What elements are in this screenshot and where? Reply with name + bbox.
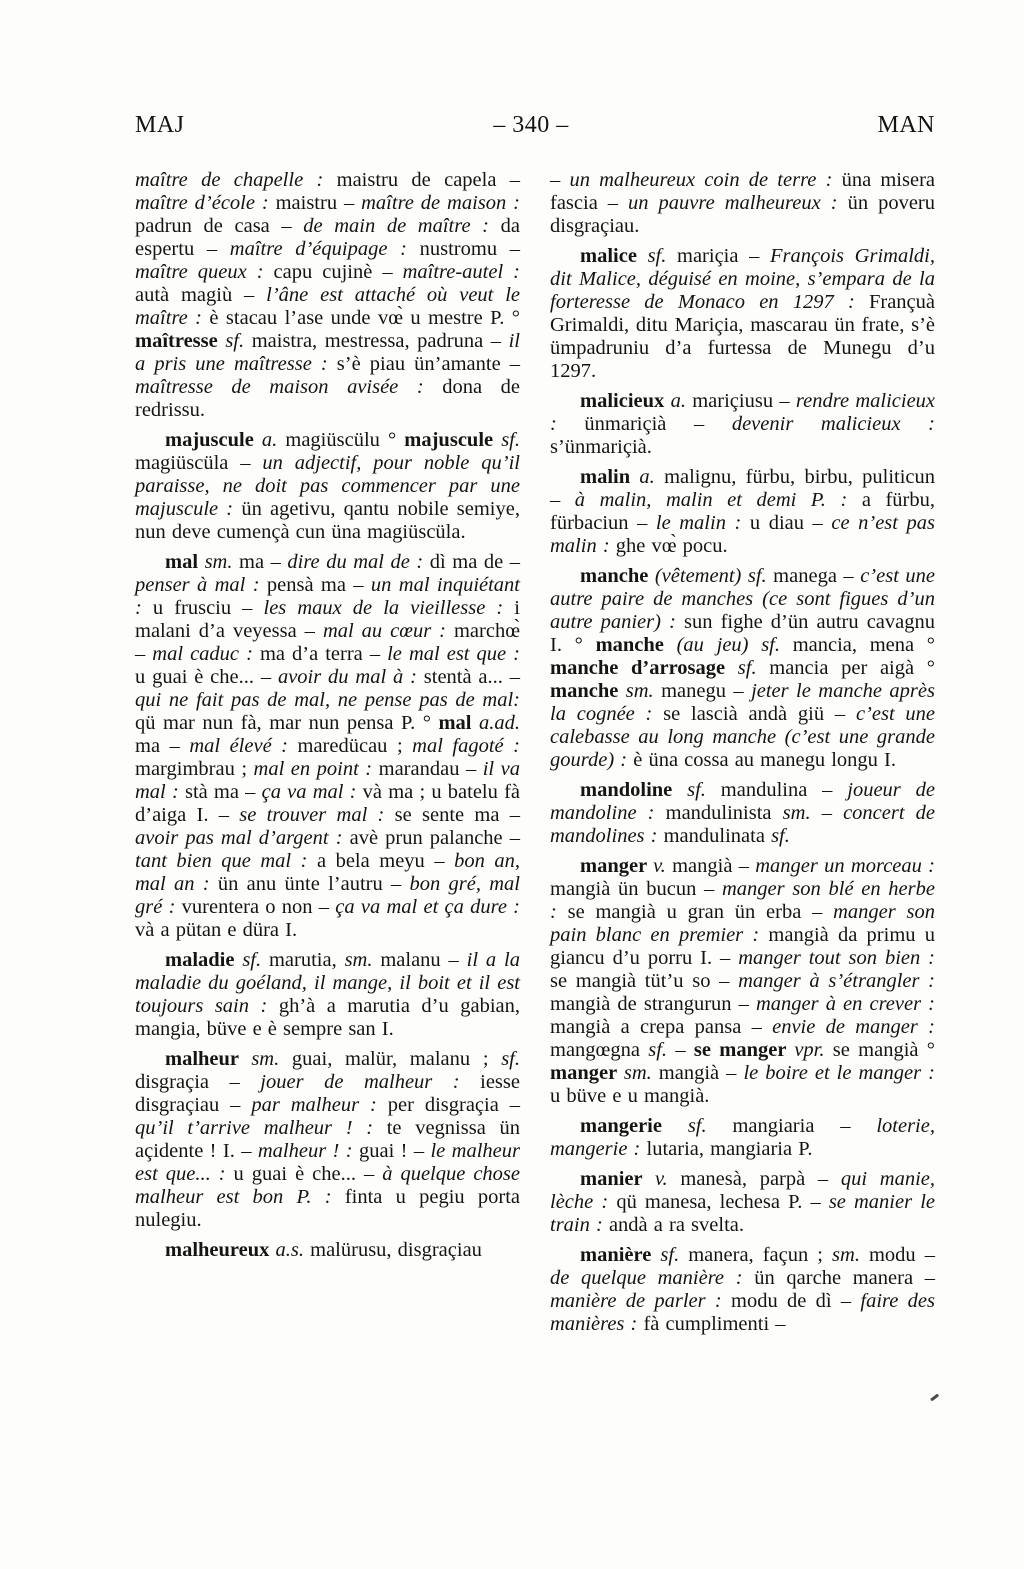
entry-text: bon an, mal an : [135, 850, 520, 895]
entry-text: il a pris une maîtresse : [135, 330, 520, 375]
entry-text: Françuà Grimaldi, ditu Mariçia, mascarau ün frate, s’è ümpadruniu d’a furtessa de Munegu d’u 1297. [550, 291, 935, 382]
entry-manier [550, 1168, 935, 1237]
entry-text: per disgraçia – [387, 1094, 520, 1116]
entry-text: devenir malicieux : [731, 413, 935, 435]
entry-text: ün anu ünte l’autru – [217, 873, 410, 895]
entry-text: mangià a crepa pansa – [550, 1016, 773, 1038]
entry-text: jouer de malheur : [260, 1071, 481, 1093]
entry-text: envie de manger : [772, 1016, 935, 1038]
entry-text: sm. [625, 680, 662, 702]
entry-text: – [675, 1039, 694, 1061]
entry-manche [550, 565, 935, 772]
column-left [135, 169, 520, 1343]
entry-text: vurentera o non – [181, 896, 336, 918]
entry-text: mangià – [672, 855, 756, 877]
entry-maladie [135, 949, 520, 1041]
entry-text: maîtresse de maison avisée : [135, 376, 443, 398]
entry-text: sf. [737, 657, 770, 679]
entry-text: qü mar nun fà, mar nun pensa P. ° [135, 712, 439, 734]
entry-text: qu’il t’arrive malheur ! : [135, 1117, 387, 1139]
entry-text: maistru de capela – [336, 169, 520, 191]
entry-text: mal fagoté : [412, 735, 520, 757]
entry-text: se trouver mal : [239, 804, 395, 826]
entry-text: sf. [501, 1048, 520, 1070]
entry-text: il va mal : [135, 758, 520, 803]
entry-text: malheur ! : [257, 1140, 359, 1162]
entry-text: nustromu – [419, 238, 520, 260]
headword: maladie [165, 949, 243, 971]
entry-text: sm. [344, 949, 381, 971]
entry-text: sf. [647, 245, 678, 267]
entry-text: vpr. [794, 1039, 833, 1061]
entry-text: bon gré, mal gré : [135, 873, 521, 918]
entry-text: il a la maladie du goéland, il mange, il boit et il est toujours sain : [135, 949, 520, 1017]
entry-text: u guai è che... – [135, 666, 278, 688]
entry-text: guai ! – [358, 1140, 431, 1162]
entry-text: manega – [773, 565, 861, 587]
entry-text: modu de dì – [731, 1290, 861, 1312]
headword: malicieux [580, 390, 671, 412]
entry-text: mancia, mena ° [792, 634, 936, 656]
entry-text: u frusciu – [152, 597, 264, 619]
entry-text: (au jeu) sf. [676, 634, 793, 656]
entry-text: le mal est que : [387, 643, 520, 665]
entry-text: le malheur est que... : [135, 1140, 520, 1185]
entry-maniere [550, 1244, 935, 1336]
entry-text: manera, façun ; [688, 1244, 833, 1266]
entry-text: a. [670, 390, 693, 412]
entry-text: rendre malicieux : [550, 390, 936, 435]
entry-text: te vegnissa ün açidente ! I. – [135, 1117, 520, 1162]
entry-text: maître de chapelle : [135, 169, 337, 191]
entry-text: à malin, malin et demi P. : [574, 489, 862, 511]
entry-text: autà magiù – [135, 284, 267, 306]
entry-text: sf. [687, 779, 721, 801]
entry-text: se manier le train : [550, 1191, 935, 1236]
entry-text: và ma ; u batelu fà d’aiga I. – [135, 781, 520, 826]
headword: manche [580, 565, 655, 587]
entry-text: v. [653, 855, 673, 877]
entry-text: ün agetivu, qantu nobile semiye, nun deve cumençà cun üna magiüscüla. [135, 498, 520, 543]
running-head-left: MAJ [135, 112, 185, 138]
entry-text: da espertu – [135, 215, 520, 260]
entry-text: fà cumplimenti – [643, 1313, 786, 1335]
entry-text: maître d’école : [135, 192, 276, 214]
entry-majuscule [135, 429, 520, 544]
entry-text: manger un morceau : [755, 855, 935, 877]
headword: majuscule [165, 429, 262, 451]
entry-text: malignu, fürbu, birbu, puliticun – [550, 466, 936, 511]
entry-text: ma d’a terra – [259, 643, 388, 665]
headword: manière [580, 1244, 661, 1266]
headword: manche [595, 634, 677, 656]
page-number: – 340 – [493, 112, 569, 138]
entry-text: mangià – [658, 1062, 744, 1084]
entry-text: manegu – [661, 680, 752, 702]
entry-text: concert de mandolines : [550, 802, 936, 847]
entry-text: joueur de mandoline : [550, 779, 935, 824]
entry-text: padrun de casa – [135, 215, 304, 237]
entry-text: sm. [782, 802, 822, 824]
entry-text: manesà, parpà – [680, 1168, 841, 1190]
entry-text: manière de parler : [550, 1290, 731, 1312]
entry-text: mangià ün bucun – [550, 878, 722, 900]
entry-text: maistra, mestressa, padruna – [251, 330, 509, 352]
headword: manche [550, 680, 626, 702]
entry-text: de quelque manière : [550, 1267, 755, 1289]
entry-text: sm. [204, 551, 240, 573]
entry-text: modu – [868, 1244, 935, 1266]
entry-malheur [135, 1048, 520, 1232]
entry-manger [550, 855, 935, 1108]
entry-text: malürusu, disgraçiau [310, 1239, 482, 1261]
entry-text: penser à mal : [135, 574, 267, 596]
entry-text: ün qarche manera – [754, 1267, 935, 1289]
entry-text: se mangià tüt’u so – [550, 970, 739, 992]
headword: mal [165, 551, 205, 573]
entry-text: marutia, [268, 949, 345, 971]
entry-text: maître d’équipage : [229, 238, 420, 260]
entry-text: le malin : [655, 512, 750, 534]
entry-text: guai, malür, malanu ; [291, 1048, 502, 1070]
entry-text: margimbrau ; [135, 758, 254, 780]
entry-text: mariçia – [677, 245, 771, 267]
headword: mal [438, 712, 479, 734]
entry-text: và a pütan e düra I. [135, 919, 298, 941]
entry-text: a bela meyu – [316, 850, 455, 872]
entry-text: mandulinata [663, 825, 772, 847]
entry-text: u büve e u mangià. [550, 1085, 710, 1107]
entry-text: avè prun palanche – [349, 827, 520, 849]
entry-text: sm. [623, 1062, 659, 1084]
entry-text: un malheureux coin de terre : [569, 169, 842, 191]
entry-malin [550, 466, 935, 558]
dictionary-body [135, 169, 935, 1343]
entry-text: ce n’est pas malin : [550, 512, 935, 557]
entry-text: François Grimaldi, dit Malice, déguisé en moine, s’empara de la forteresse de Monaco en 1297 : [550, 245, 935, 313]
entry-text: se lascià andà giü – [663, 703, 856, 725]
headword: maîtresse [135, 330, 226, 352]
entry-text: maître-autel : [402, 261, 520, 283]
entry-text: maredücau ; [297, 735, 413, 757]
entry-text: dì ma de – [429, 551, 520, 573]
entry-text: stentà a... – [423, 666, 520, 688]
entry-text: ghe vœ̀ pocu. [615, 535, 728, 557]
entry-text: u diau – [749, 512, 832, 534]
entry-text: se mangià u gran ün erba – [567, 901, 834, 923]
entry-text: sm. [832, 1244, 869, 1266]
running-head-right: MAN [877, 112, 935, 138]
entry-text: u guai è che... – [233, 1163, 383, 1185]
entry-text: finta u pegiu porta nulegiu. [135, 1186, 520, 1231]
headword: manche d’arrosage [550, 657, 738, 679]
entry-text: mal au cœur : [322, 620, 454, 642]
page-header [135, 112, 935, 139]
entry-text: sf. [501, 429, 521, 451]
entry-text: a. [639, 466, 665, 488]
entry-text: un adjectif, pour noble qu’il paraisse, ne doit pas commencer par une majuscule : [135, 452, 520, 520]
entry-text: mangià de strangurun – [550, 993, 756, 1015]
entry-text: dire du mal de : [287, 551, 430, 573]
entry-text: s’è piau ün’amante – [336, 353, 520, 375]
entry-text: disgraçia – [135, 1071, 261, 1093]
entry-text: qui manie, lèche : [550, 1168, 936, 1213]
entry-text: c’est une calebasse au long manche (c’est une grande gourde) : [550, 703, 936, 771]
entry-text: manger à s’étrangler : [738, 970, 935, 992]
headword: manger [580, 855, 654, 877]
headword: malin [580, 466, 640, 488]
entry-text: un mal inquiétant : [135, 574, 521, 619]
entry-text: i malani d’a veyessa – [135, 597, 520, 642]
entry-text: sf. [687, 1115, 733, 1137]
entry-text: avoir pas mal d’argent : [135, 827, 350, 849]
entry-text: mal caduc : [152, 643, 260, 665]
entry-text: ma – [239, 551, 288, 573]
headword: mangerie [580, 1115, 688, 1137]
headword: mandoline [580, 779, 688, 801]
entry-text: – [550, 169, 570, 191]
entry-text: se mangià ° [832, 1039, 935, 1061]
entry-text: de main de maître : [303, 215, 501, 237]
column-right [550, 169, 935, 1343]
entry-text: sf. [660, 1244, 689, 1266]
entry-text: stà ma – [184, 781, 262, 803]
entry-text: ça va mal et ça dure : [335, 896, 521, 918]
entry-text: qui ne fait pas de mal, ne pense pas de mal: [135, 689, 520, 711]
entry-text: andà a ra svelta. [608, 1214, 744, 1236]
headword: manger [550, 1062, 624, 1084]
entry-text: le boire et le manger : [743, 1062, 935, 1084]
entry-text: magiüscüla – [135, 452, 263, 474]
entry-text: mandulina – [720, 779, 848, 801]
entry-mangerie [550, 1115, 935, 1161]
entry-text: v. [654, 1168, 681, 1190]
entry-text: mangœgna [550, 1039, 649, 1061]
entry-text: l’âne est attaché où veut le maître : [135, 284, 521, 329]
entry-text: mangiaria – [732, 1115, 877, 1137]
entry-text: manger tout son bien : [738, 947, 935, 969]
entry-text: manger à en crever : [755, 993, 935, 1015]
entry-text: faire des manières : [550, 1290, 935, 1335]
headword: malheureux [165, 1239, 276, 1261]
entry-text: s’ünmariçià. [550, 436, 652, 458]
entry-text: maistru – [275, 192, 362, 214]
entry-text: mancia per aigà ° [769, 657, 935, 679]
entry-text: mandulinista [665, 802, 783, 824]
headword: malheur [165, 1048, 252, 1070]
entry-text: par malheur : [251, 1094, 388, 1116]
entry-text: ünmariçià – [584, 413, 732, 435]
entry-text: à quelque chose malheur est bon P. : [135, 1163, 520, 1208]
entry-text: sm. [251, 1048, 292, 1070]
entry-text: sf. [771, 825, 790, 847]
entry-text: se sente ma – [394, 804, 520, 826]
entry-text: dona de redrissu. [135, 376, 520, 421]
entry-text: loterie, mangerie : [550, 1115, 935, 1160]
scan-artifact [930, 1393, 939, 1401]
entry-text: iesse disgraçiau – [135, 1071, 520, 1116]
headword: majuscule [404, 429, 502, 451]
entry-text: è üna cossa au manegu longu I. [633, 749, 896, 771]
entry-text: capu cujinè – [273, 261, 403, 283]
entry-text: mariçiusu – [692, 390, 796, 412]
entry-text: è stacau l’ase unde vœ̀ u mestre P. ° [209, 307, 520, 329]
entry-text: ça va mal : [261, 781, 363, 803]
entry-text: tant bien que mal : [135, 850, 317, 872]
entry-text: mal élevé : [189, 735, 298, 757]
entry-malheureux-continuation [550, 169, 935, 238]
entry-text: manger son pain blanc en premier : [550, 901, 936, 946]
entry-text: les maux de la vieillesse : [263, 597, 515, 619]
entry-text: ma – [135, 735, 190, 757]
entry-text: sf. [225, 330, 252, 352]
entry-text: sf. [242, 949, 269, 971]
entry-text: avoir du mal à : [277, 666, 424, 688]
entry-text: jeter le manche après la cognée : [550, 680, 935, 725]
entry-text: gh’à a marutia d’u gabian, mangia, büve e è sempre san I. [135, 995, 520, 1040]
headword: se manger [693, 1039, 795, 1061]
headword: manier [580, 1168, 655, 1190]
entry-text: ün poveru disgraçiau. [550, 192, 935, 237]
entry-malheureux [135, 1239, 520, 1262]
entry-text: a.ad. [479, 712, 520, 734]
entry-text: c’est une autre paire de manches (ce sont figues d’un autre panier) : [550, 565, 936, 633]
entry-mandoline [550, 779, 935, 848]
entry-text: a fürbu, fürbaciun – [550, 489, 935, 534]
entry-text: – [821, 802, 844, 824]
entry-text: a.s. [275, 1239, 311, 1261]
entry-text: üna misera fascia – [550, 169, 935, 214]
entry-text: marchœ̀ – [135, 620, 521, 665]
entry-malice [550, 245, 935, 383]
entry-text: (vêtement) sf. [654, 565, 774, 587]
entry-text: pensà ma – [266, 574, 371, 596]
entry-text: manger son blé en herbe : [550, 878, 935, 923]
entry-mal [135, 551, 520, 942]
headword: malice [580, 245, 648, 267]
entry-text: marandau – [378, 758, 483, 780]
entry-text: maître de maison : [361, 192, 520, 214]
entry-malicieux [550, 390, 935, 459]
entry-text: a. [261, 429, 286, 451]
entry-text: malanu – [380, 949, 467, 971]
entry-text: mal en point : [253, 758, 379, 780]
entry-text: qü manesa, lechesa P. – [616, 1191, 829, 1213]
entry-text: maître queux : [135, 261, 274, 283]
entry-text: un pauvre malheureux : [628, 192, 848, 214]
entry-text: magiüscülu ° [285, 429, 405, 451]
entry-text: mangià da primu u giancu d’u porru I. – [550, 924, 935, 969]
entry-maitre-continuation [135, 169, 520, 422]
entry-text: sun fighe d’ün autru cavagnu I. ° [550, 611, 936, 656]
entry-text: lutaria, mangiaria P. [646, 1138, 813, 1160]
entry-text: sf. [648, 1039, 676, 1061]
